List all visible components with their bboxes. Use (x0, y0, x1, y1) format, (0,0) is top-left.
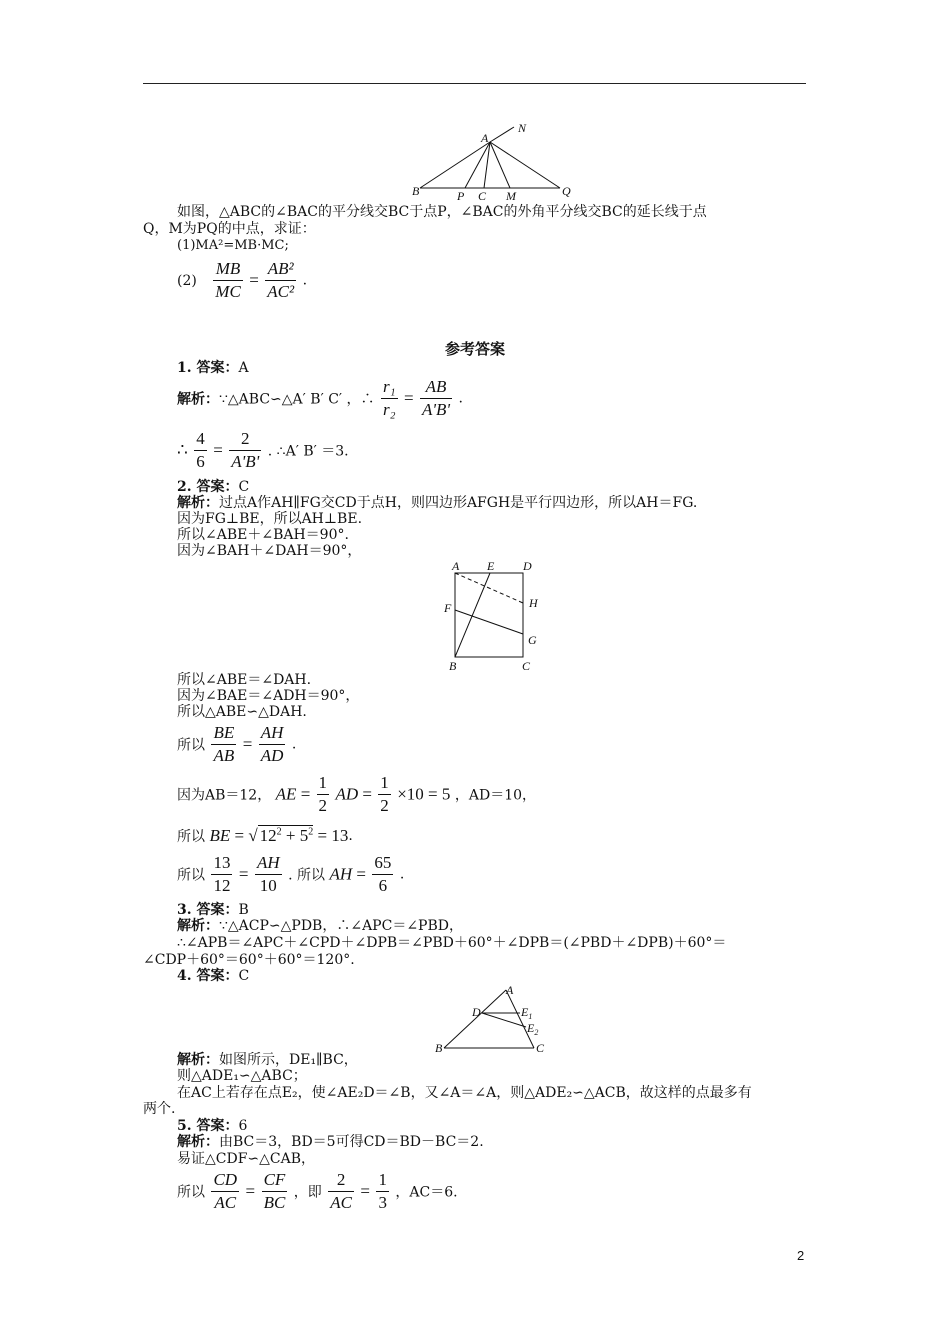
q5-line3-prefix: 所以 (177, 1184, 205, 1201)
frac-den: 10 (259, 876, 277, 895)
q3-line-2: ∴∠APB＝∠APC＋∠CPD＋∠DPB＝∠PBD＋60°＋∠DPB＝(∠PBD＋∠DPB)＋60°＝ (177, 935, 727, 951)
frac-den: 6 (378, 876, 388, 895)
frac-den: 12 (213, 876, 231, 895)
q2-line-9: 因为AB＝12， AE = $\frac{1}{2}$ AD = $\frac{1}{2}$ ×10 = 5 ，AD＝10， (177, 773, 537, 815)
q4-answer-value: C (238, 968, 250, 984)
fig1-label-c: C (478, 189, 487, 200)
fig2-label-e: E (487, 559, 495, 573)
frac-num: 2 (328, 1169, 354, 1192)
q1-analysis-line-1: 解析：∵△ABC∽△A′ B′ C′ ，∴ $\frac{\text{r₁}}{\text{r₂}}$ = $\frac{AB}{A'B'}$ . (177, 377, 463, 419)
q2-line10-prefix: 所以 (177, 829, 205, 845)
q2-line-6: 因为∠BAE＝∠ADH＝90°， (177, 688, 360, 704)
q2-answer-value: C (238, 479, 250, 495)
q2-line-10: 所以 BE = √ $12^2 + 5^2 = 13$. (177, 826, 353, 845)
problem-line-2: Q，M为PQ的中点，求证： (143, 221, 316, 237)
q2-answer (177, 479, 249, 495)
q4-line-2: 则△ADE₁∽△ABC； (177, 1068, 307, 1084)
q2-analysis-line-1 (177, 495, 697, 511)
frac-num: 1 (376, 1169, 389, 1192)
fraction-4-6 (194, 428, 207, 473)
q4-answer-label: 4. 答案： (177, 968, 239, 984)
frac-num: BE (211, 722, 236, 745)
frac-num: CF (262, 1169, 288, 1192)
q1-answer-value: A (238, 360, 249, 376)
frac-den: r₂ (383, 400, 396, 419)
answers-title: 参考答案 (444, 340, 505, 358)
frac-num: 2 (229, 428, 261, 451)
q4-analysis-text: 如图所示，DE₁∥BC， (219, 1052, 358, 1068)
frac-den: AC² (267, 282, 295, 301)
frac-den: AC (214, 1193, 237, 1212)
frac-den: AB (213, 746, 235, 765)
fig2-label-a: A (452, 559, 460, 573)
fraction-r1-r2 (381, 376, 398, 421)
fig1-label-q: Q (562, 184, 571, 198)
q2-line-4: 因为∠BAH＋∠DAH＝90°， (177, 543, 362, 559)
q2-line-7: 所以△ABE∽△DAH. (177, 704, 307, 720)
q1-line2-suffix: . ∴A′ B′ ＝3. (267, 443, 349, 460)
fig1-label-a: A (481, 131, 489, 145)
frac-den: AD (260, 746, 284, 765)
frac-den: A'B' (422, 400, 451, 419)
q1-analysis-text: ∵△ABC∽△A′ B′ C′ ，∴ (219, 391, 375, 408)
fraction-ab2-ac2 (265, 258, 296, 303)
header-rule (143, 83, 806, 84)
q5-answer-value: 6 (238, 1118, 248, 1134)
fig3-label-d: D (472, 1005, 481, 1019)
q3-line-3: ∠CDP＋60°＝60°＋60°＝120°. (143, 952, 355, 968)
frac-den: MC (215, 282, 241, 301)
fraction-2-a1b1 (229, 428, 261, 473)
q3-answer-value: B (238, 902, 249, 918)
fig2-label-b: B (449, 659, 457, 672)
frac-num: r₁ (381, 376, 398, 399)
q4-line-4: 两个. (143, 1101, 176, 1117)
fig1-label-n: N (518, 121, 527, 135)
q2-line-11: 所以 $\frac{13}{12}$ = $\frac{AH}{10}$ . 所以 AH = $\frac{65}{6}$ . (177, 853, 405, 895)
problem-line-1: 如图，△ABC的∠BAC的平分线交BC于点P，∠BAC的外角平分线交BC的延长线于点 (177, 204, 707, 220)
q5-line-2: 易证△CDF∽△CAB， (177, 1151, 316, 1167)
q5-analysis-line-1 (177, 1134, 484, 1150)
fraction-ab-a1b1 (420, 376, 452, 421)
q2-analysis-text: 过点A作AH∥FG交CD于点H，则四边形AFGH是平行四边形，所以AH＝FG. (219, 495, 698, 511)
q5-line-3: 所以 $\frac{CD}{AC}$ = $\frac{CF}{BC}$ ，即 $\frac{2}{AC}$ = $\frac{1}{3}$ ，AC＝6. (177, 1170, 458, 1212)
fraction-1-3 (376, 1169, 389, 1214)
q2-line11-prefix: 所以 (177, 867, 205, 884)
problem-item-2: (2) $\frac{MB}{MC}$ = $\frac{\text{AB²}}{\text{AC²}}$ . (177, 259, 308, 301)
q3-analysis-line-1 (177, 918, 463, 934)
q2-line-5: 所以∠ABE＝∠DAH. (177, 672, 312, 688)
frac-num: AH (255, 852, 282, 875)
figure-triangle-similar (432, 982, 552, 1052)
frac-num: 13 (211, 852, 232, 875)
q4-answer (177, 968, 249, 984)
frac-num: AB² (265, 258, 296, 281)
item2-label: (2) (177, 272, 197, 289)
fig3-label-e1: $E_1$ (521, 1005, 533, 1021)
q2-line-8: 所以 $\frac{BE}{AB}$ = $\frac{AH}{AD}$ . (177, 723, 297, 765)
frac-num: AB (420, 376, 452, 399)
fraction-be-ab (211, 722, 236, 767)
fraction-ah-10 (255, 852, 282, 897)
frac-num: CD (211, 1169, 239, 1192)
fraction-cf-bc (262, 1169, 288, 1214)
fig3-label-a: A (506, 983, 514, 997)
q3-answer-label: 3. 答案： (177, 902, 239, 918)
q2-line8-prefix: 所以 (177, 737, 205, 754)
fig3-label-b: B (435, 1041, 443, 1052)
figure-triangle-bisectors (410, 118, 580, 200)
q5-analysis-text: 由BC＝3，BD＝5可得CD＝BD－BC＝2. (219, 1134, 484, 1150)
fig2-label-d: D (523, 559, 532, 573)
q4-line-3: 在AC上若存在点E₂，使∠AE₂D＝∠B，又∠A＝∠A，则△ADE₂∽△ACB，故这样的点最多有 (177, 1085, 752, 1101)
q2-line-2: 因为FG⊥BE，所以AH⊥BE. (177, 511, 363, 527)
fig1-label-p: P (457, 189, 465, 200)
q1-answer (177, 360, 249, 376)
q5-answer (177, 1118, 247, 1134)
fig2-label-g: G (528, 633, 537, 647)
figure-square (440, 558, 540, 672)
q2-line9-suffix: ，AD＝10， (454, 787, 537, 804)
fig2-label-f: F (444, 601, 452, 615)
frac-den: BC (263, 1193, 286, 1212)
q2-line-3: 所以∠ABE＋∠BAH＝90°. (177, 527, 349, 543)
q2-answer-label: 2. 答案： (177, 479, 239, 495)
q3-answer (177, 902, 249, 918)
frac-den: 3 (378, 1193, 387, 1212)
q5-analysis-label: 解析： (177, 1134, 219, 1150)
frac-den: A'B' (231, 452, 260, 471)
page-number: 2 (797, 1248, 805, 1263)
fraction-cd-ac (211, 1169, 239, 1214)
q3-analysis-text: ∵△ACP∽△PDB，∴∠APC＝∠PBD， (219, 918, 463, 934)
q3-analysis-label: 解析： (177, 918, 219, 934)
q4-analysis-label: 解析： (177, 1052, 219, 1068)
fig2-label-c: C (522, 659, 531, 672)
fraction-mb-mc (213, 258, 243, 303)
fig3-label-e2: $E_2$ (527, 1021, 539, 1037)
q2-line11-mid: . 所以 (288, 867, 325, 884)
q1-analysis-label: 解析： (177, 391, 219, 408)
fraction-ah-ad (259, 722, 286, 767)
q5-line3-mid: ，即 (293, 1184, 322, 1201)
q5-answer-label: 5. 答案： (177, 1118, 239, 1134)
frac-den: 6 (196, 452, 205, 471)
fraction-65-6 (372, 852, 393, 897)
fig3-label-c: C (536, 1041, 545, 1052)
frac-den: AC (330, 1193, 352, 1212)
frac-num: MB (213, 258, 243, 281)
fig1-label-b: B (412, 184, 420, 198)
fig2-label-h: H (529, 596, 538, 610)
fraction-13-12 (211, 852, 232, 897)
q2-analysis-label: 解析： (177, 495, 219, 511)
q1-therefore: ∴ (177, 440, 188, 460)
fig1-label-m: M (506, 189, 516, 200)
problem-item-1: (1)MA²=MB·MC; (177, 238, 289, 253)
fraction-2-ac (328, 1169, 354, 1214)
frac-num: 4 (194, 428, 207, 451)
q4-analysis-line-1 (177, 1052, 358, 1068)
q1-analysis-line-2: ∴ $\frac{4}{6}$ = $\frac{2}{A'B'}$ . ∴A′ B′ ＝3. (177, 429, 349, 471)
frac-num: 65 (372, 852, 393, 875)
q2-line9-prefix: 因为AB＝12， (177, 787, 272, 804)
frac-num: AH (259, 722, 286, 745)
q1-answer-label: 1. 答案： (177, 360, 239, 376)
q5-line3-suffix: ，AC＝6. (395, 1184, 458, 1201)
